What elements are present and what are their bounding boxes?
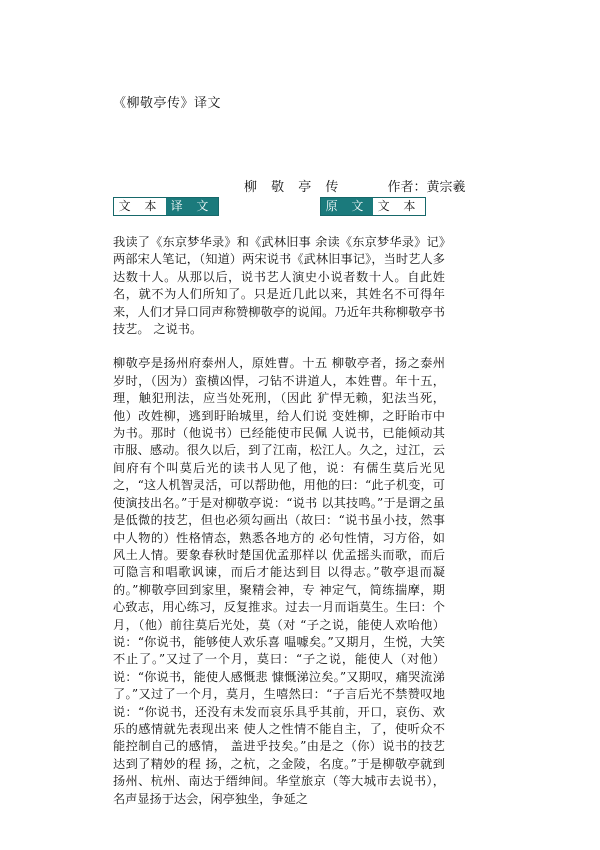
tab-text[interactable]: 文 本 — [114, 198, 166, 215]
paragraph-1: 我读了《东京梦华录》和《武林旧事 余读《东京梦华录》记》两部宋人笔记，（知道）两宋说书《武林旧事记》，当时艺人多达数十人。从那以后，说书艺人演史小说者数十人。自此姓名，就不为人们所知了。只是近几此以来，其姓名不可得年来，人们才异口同声称赞柳敬亭的说闻。乃近年共称柳敬亭书技艺。 之说书。 — [113, 235, 445, 337]
paragraph-2: 柳敬亭是扬州府泰州人，原姓曹。十五 柳敬亭者，扬之泰州岁时，（因为）蛮横凶悍，刁钻不讲道人，本姓曹。年十五，理，触犯刑法，应当处死刑，（因此 犷悍无赖，犯法当死，他）改姓柳，逃到盱眙城里，给人们说 变姓柳，之盱眙市中为书。那时（他说书）已经能使市民佩 人说书，已能倾动其市服、感动。很久以后，到了江南，松江人。久之，过江，云间府有个叫莫后光的读书人见了他，说：有儒生莫后光见之，“这人机智灵活，可以帮助他，用他的曰：“此子机变，可使演技出名。”于是对柳敬亭说：“说书 以其技鸣。”于是谓之虽是低微的技艺，但也必须勾画出（故曰：“说书虽小技，然事中人物的）性格情态，熟悉各地方的 必句性情，习方俗，如风土人情。要象春秋时楚国优孟那样以 优孟摇头而歌，而后可隐言和唱歌讽谏，而后才能达到目 以得志。”敬亭退而凝的。”柳敬亭回到家里，聚精会神，专 神定气，简练揣摩，期心致志，用心练习，反复推求。过去一月而诣莫生。生曰：个月，（他）前往莫后光处，莫（对 “子之说，能使人欢咍他）说：“你说书，能够使人欢乐喜 嗢噱矣。”又期月，生悦，大笑不止了。”又过了一个月，莫曰：“子之说，能使人（对他）说：“你说书，能使人感慨悲 慷慨涕泣矣。”又期叹，痛哭流涕了。”又过了一个月，莫月，生嘻然曰：“子言后光不禁赞叹地说：“你说书，还没有未发而哀乐具乎其前，开口，哀伤、欢乐的感情就先表现出来 使人之性情不能自主，了，使听众不能控制自己的感情， 盖进乎技矣。”由是之（你）说书的技艺达到了精妙的程 扬，之杭，之金陵，名度。”于是柳敬亭就到扬州、杭州、南达于缙绅间。华堂旅京（等大城市去说书），名声显扬于达会，闲亭独坐，争延之 — [113, 356, 445, 806]
tab-translation[interactable]: 译 文 — [166, 198, 218, 215]
tab-original[interactable]: 原 文 — [321, 198, 373, 215]
tab-text-right[interactable]: 文 本 — [373, 198, 425, 215]
document-header — [244, 176, 466, 195]
author-line: 作者：黄宗羲 — [387, 180, 466, 195]
view-toggle-left[interactable] — [113, 197, 219, 216]
page-title: 《柳敬亭传》译文 — [113, 96, 222, 111]
view-toggle-right[interactable] — [320, 197, 426, 216]
document-body — [113, 234, 445, 825]
work-title: 柳 敬 亭 传 — [244, 180, 344, 195]
